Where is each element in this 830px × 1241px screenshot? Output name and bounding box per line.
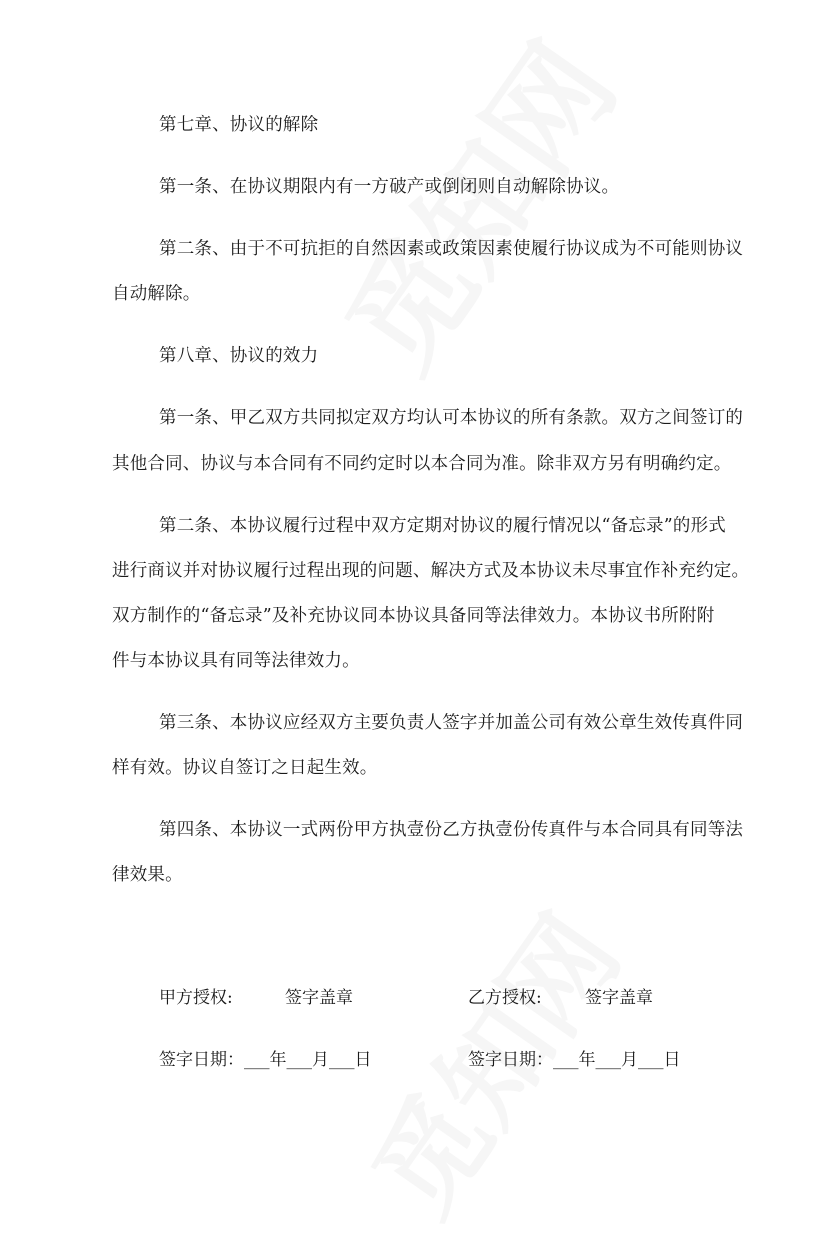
chapter-8-article-2-line-1: 第二条、本协议履行过程中双方定期对协议的履行情况以“备忘录”的形式 [159, 516, 726, 536]
party-a-sign-date: 签字日期：___年___月___日 [159, 1050, 372, 1070]
chapter-8-article-4-line-2: 律效果。 [112, 865, 183, 885]
chapter-8-article-4-line-1: 第四条、本协议一式两份甲方执壹份乙方执壹份传真件与本合同具有同等法 [159, 820, 744, 840]
party-a-signature: 签字盖章 [285, 988, 353, 1008]
chapter-7-article-2-line-2: 自动解除。 [112, 284, 201, 304]
chapter-8-article-1-line-2: 其他合同、协议与本合同有不同约定时以本合同为准。除非双方另有明确约定。 [112, 454, 732, 474]
watermark [300, 5, 647, 399]
chapter-8-article-2-line-3: 双方制作的“备忘录”及补充协议同本协议具备同等法律效力。本协议书所附附 [112, 606, 715, 626]
chapter-7-article-1: 第一条、在协议期限内有一方破产或倒闭则自动解除协议。 [159, 177, 620, 197]
chapter-7-article-2-line-1: 第二条、由于不可抗拒的自然因素或政策因素使履行协议成为不可能则协议 [159, 239, 744, 259]
chapter-8-article-1-line-1: 第一条、甲乙双方共同拟定双方均认可本协议的所有条款。双方之间签订的 [159, 408, 744, 428]
chapter-8-title: 第八章、协议的效力 [159, 346, 319, 366]
party-b-signature: 签字盖章 [585, 988, 653, 1008]
party-b-sign-date: 签字日期：___年___月___日 [468, 1050, 681, 1070]
chapter-7-title: 第七章、协议的解除 [159, 115, 319, 135]
chapter-8-article-3-line-2: 样有效。协议自签订之日起生效。 [112, 758, 378, 778]
chapter-8-article-2-line-2: 进行商议并对协议履行过程出现的问题、解决方式及本协议未尽事宜作补充约定。 [112, 561, 750, 581]
chapter-8-article-2-line-4: 件与本协议具有同等法律效力。 [112, 651, 360, 671]
party-b-auth-label: 乙方授权: [468, 988, 542, 1008]
chapter-8-article-3-line-1: 第三条、本协议应经双方主要负责人签字并加盖公司有效公章生效传真件同 [159, 713, 744, 733]
party-a-auth-label: 甲方授权: [159, 988, 233, 1008]
